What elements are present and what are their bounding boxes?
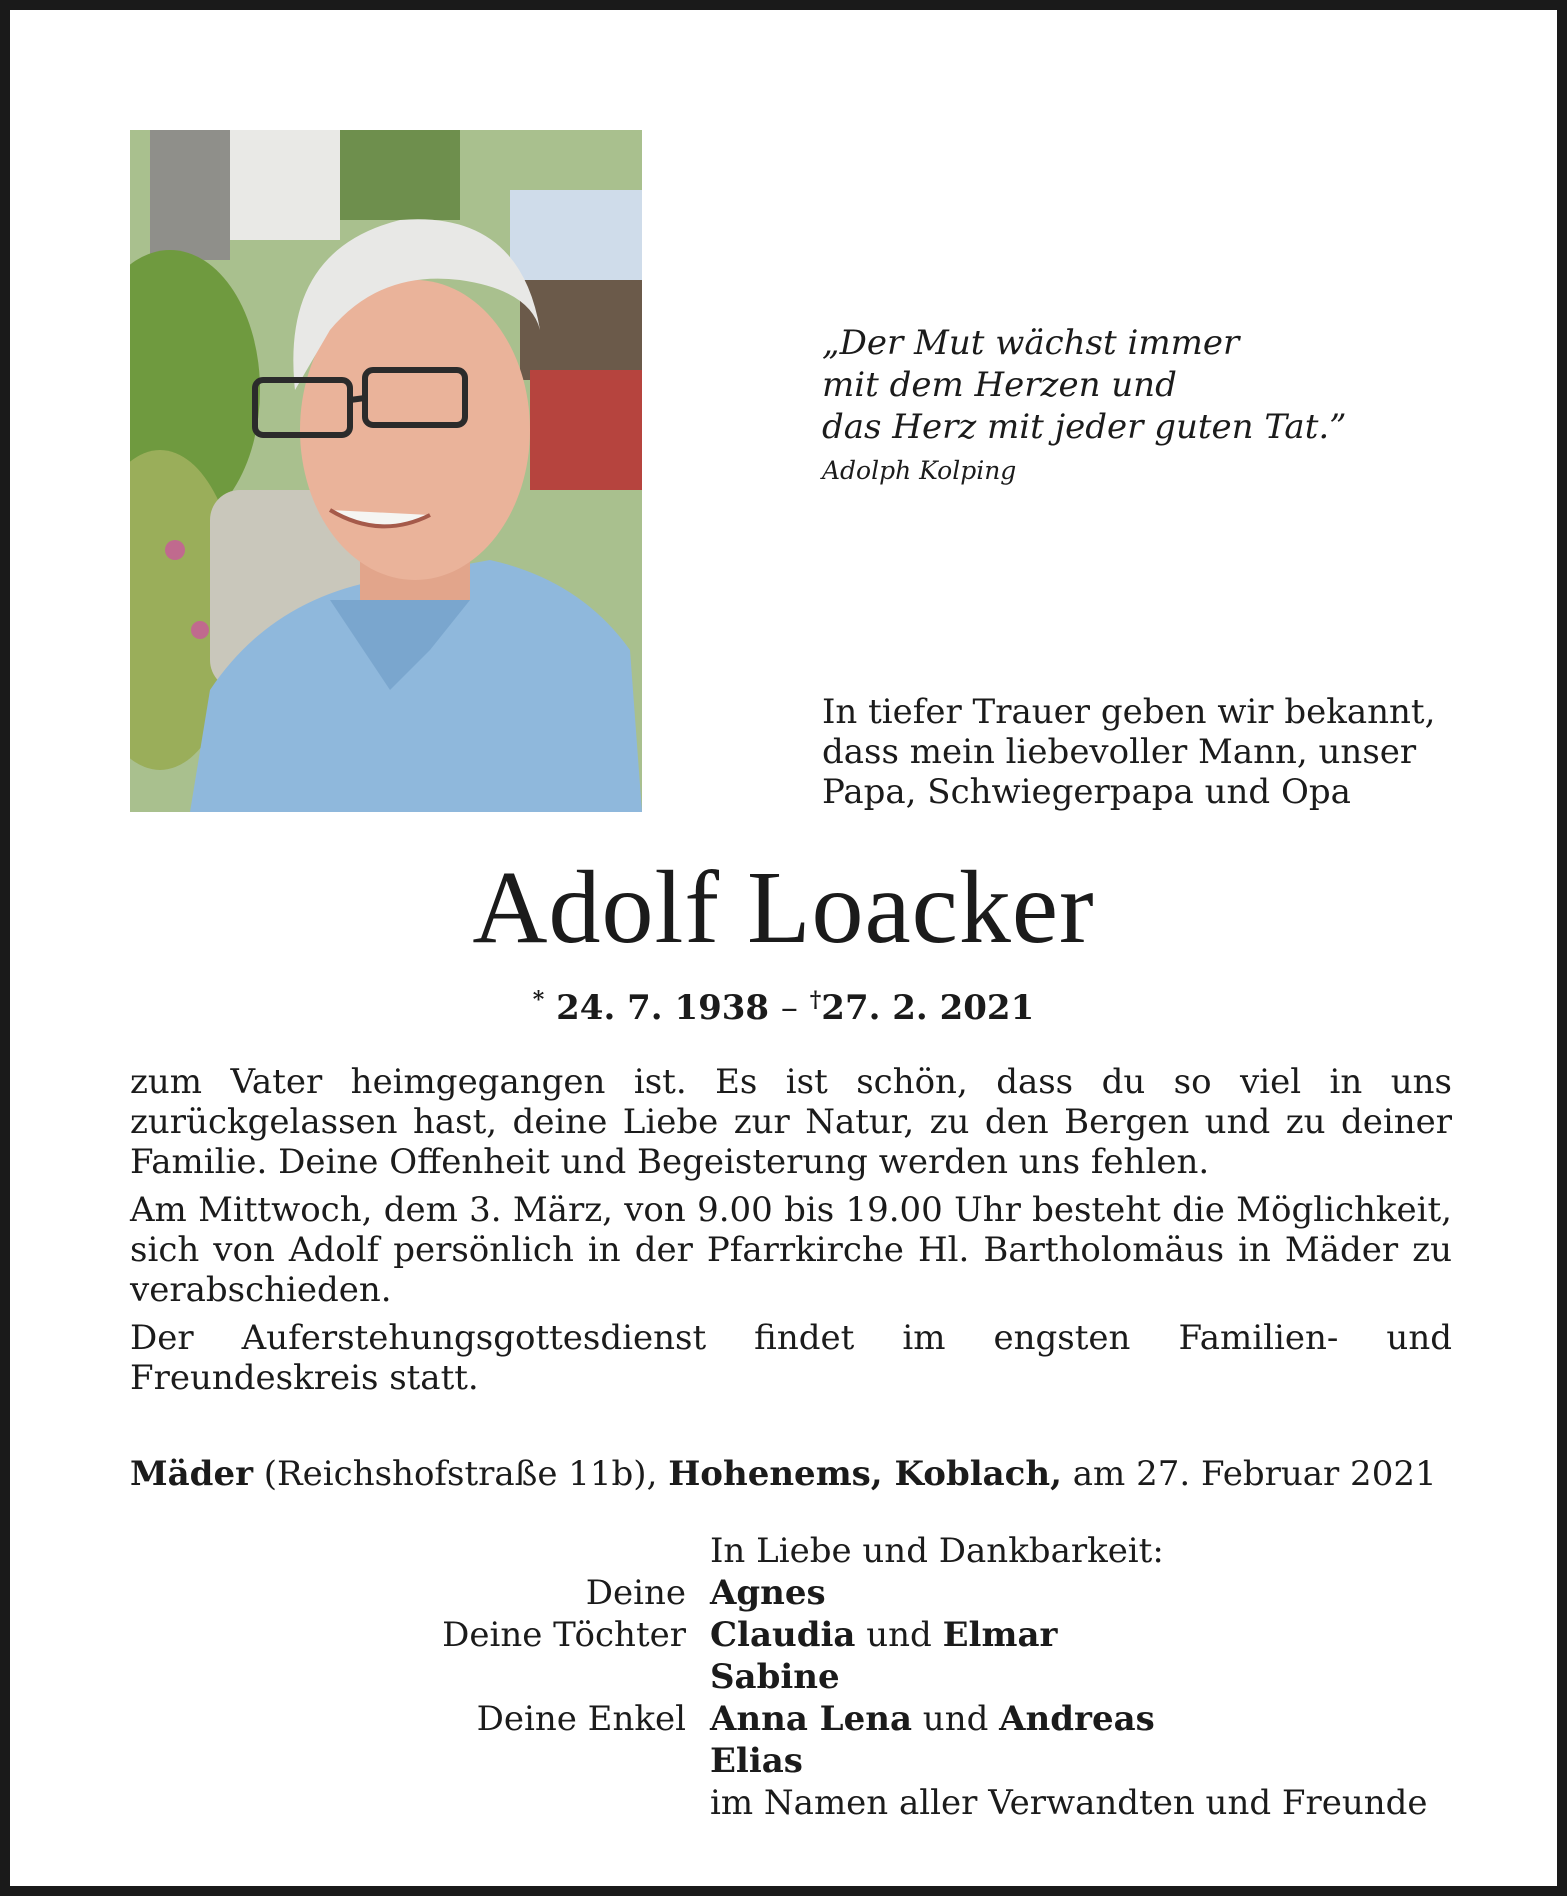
birth-symbol: *: [532, 987, 545, 1013]
body-paragraph: Am Mittwoch, dem 3. März, von 9.00 bis 19.00 Uhr besteht die Möglichkeit, sich von Adolf persönlich in der Pfarrkirche Hl. Bartholomäus in Mäder zu verabschieden.: [130, 1190, 1452, 1310]
death-symbol: †: [809, 987, 822, 1013]
family-row: [130, 1740, 1452, 1782]
family-name: Elias: [710, 1741, 803, 1781]
death-date: 27. 2. 2021: [821, 988, 1035, 1028]
announcement-line: Papa, Schwiegerpapa und Opa: [822, 772, 1351, 812]
family-signoff: [130, 1530, 1452, 1824]
closing-row: [130, 1782, 1452, 1824]
portrait-photo-icon: [130, 130, 642, 812]
conjunction: und: [922, 1699, 989, 1739]
family-name: Agnes: [710, 1573, 826, 1613]
birth-date: 24. 7. 1938: [556, 988, 770, 1028]
quote-line: das Herz mit jeder guten Tat.”: [822, 407, 1347, 447]
relation-label: Deine Enkel: [476, 1699, 686, 1739]
signoff-heading-row: [130, 1530, 1452, 1572]
obituary-body: [130, 1062, 1452, 1406]
body-paragraph: Der Auferstehungsgottesdienst findet im engsten Familien- und Freundeskreis statt.: [130, 1318, 1452, 1398]
family-name: Elmar: [942, 1615, 1058, 1655]
relation-label: Deine: [585, 1573, 686, 1613]
place-date-line: [130, 1454, 1452, 1494]
date-separator: –: [780, 988, 798, 1028]
family-row: [130, 1614, 1452, 1656]
town-maeder: Mäder: [130, 1454, 253, 1494]
family-name: Anna Lena: [710, 1699, 912, 1739]
towns-hohenems-koblach: Hohenems, Koblach,: [668, 1454, 1062, 1494]
family-name: Sabine: [710, 1657, 840, 1697]
deceased-name: Adolf Loacker: [472, 850, 1095, 965]
relation-label: Deine Töchter: [442, 1615, 686, 1655]
closing-line: im Namen aller Verwandten und Freunde: [710, 1783, 1428, 1823]
announcement-line: dass mein liebevoller Mann, unser: [822, 732, 1417, 772]
family-name: Andreas: [999, 1699, 1155, 1739]
address: (Reichshofstraße 11b),: [263, 1454, 658, 1494]
family-row: [130, 1656, 1452, 1698]
announcement-text: [822, 692, 1452, 812]
family-name: Claudia: [710, 1615, 856, 1655]
notice-date: am 27. Februar 2021: [1072, 1454, 1437, 1494]
family-row: [130, 1572, 1452, 1614]
portrait-photo: [130, 130, 642, 812]
body-paragraph: zum Vater heimgegangen ist. Es ist schön, dass du so viel in uns zurückgelassen hast, deine Liebe zur Natur, zu den Bergen und zu deiner Familie. Deine Offenheit und Begeisterung werden uns fehlen.: [130, 1062, 1452, 1182]
life-dates: [10, 978, 1557, 1030]
quote-line: „Der Mut wächst immer: [822, 323, 1240, 363]
quote-line: mit dem Herzen und: [822, 365, 1177, 405]
announcement-line: In tiefer Trauer geben wir bekannt,: [822, 692, 1436, 732]
conjunction: und: [866, 1615, 932, 1655]
quote-author: Adolph Kolping: [822, 456, 1017, 485]
quote-block: [822, 322, 1442, 488]
family-row: [130, 1698, 1452, 1740]
signoff-heading: In Liebe und Dankbarkeit:: [710, 1531, 1164, 1571]
